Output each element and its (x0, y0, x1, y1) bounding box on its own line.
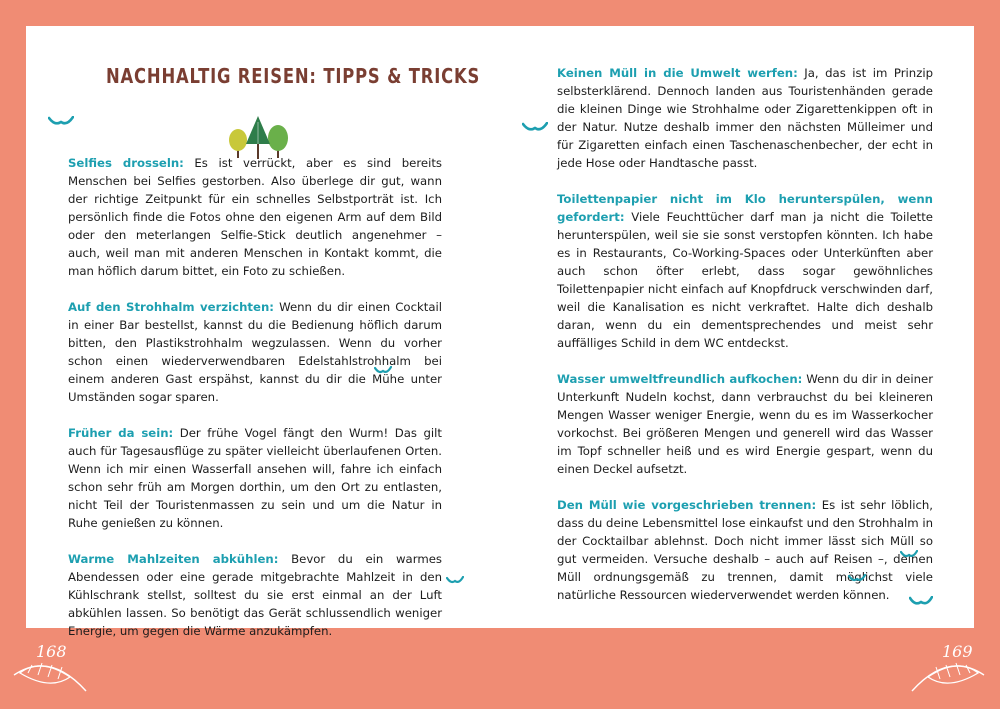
tip-text: Es ist verrückt, aber es sind bereits Menschen bei Selfies gestorben. Also überlege dir gut, wann der richtige Zeitpunkt für ein schnelles Selbstporträt ist. Ich persönlich finde die Fotos ohne den eigenen Arm auf dem Bild oder den meterlangen Selfie-Stick deutlich angenehmer – auch, weil man mit anderen Menschen in Kontakt kommt, die man höflich darum bittet, ein Foto zu schießen. (68, 156, 442, 278)
tip-paragraph (68, 298, 442, 406)
page-title: NACHHALTIG REISEN: TIPPS & TRICKS (106, 64, 481, 88)
tip-text: Ja, das ist im Prinzip selbsterklärend. Dennoch landen aus Touristenhänden gerade die kleinen Dinge wie Strohhalme oder Zigarettenkippen oft in der Natur. Nutze deshalb immer den nächsten Mülleimer und für Zigaretten einfach einen Taschenaschenbecher, der echt in jede Hose oder Handtasche passt. (557, 66, 933, 170)
tip-paragraph (68, 550, 442, 640)
tip-paragraph (557, 64, 933, 172)
tip-paragraph (557, 190, 933, 352)
tip-heading: Selfies drosseln: (68, 156, 184, 170)
bird-icon (900, 550, 918, 559)
page-number-left: 168 (36, 642, 67, 661)
leaf-icon (908, 655, 988, 699)
left-column (68, 154, 442, 658)
bird-icon (522, 122, 548, 134)
bird-icon (374, 366, 392, 375)
tip-paragraph (68, 424, 442, 532)
tip-heading: Auf den Strohhalm verzichten: (68, 300, 274, 314)
tip-paragraph (557, 496, 933, 604)
bird-icon (48, 116, 74, 128)
tip-heading: Toilettenpapier nicht im Klo herunterspülen, wenn gefordert: (557, 192, 933, 224)
tip-text: Es ist sehr löblich, dass du deine Lebensmittel lose einkaufst und den Strohhalm in der Cocktailbar ablehnst. Doch nicht immer lässt sich Müll so gut vermeiden. Versuche deshalb – auch auf Reisen –, deinen Müll ordnungsgemäß zu trennen, damit möglichst viele natürliche Ressourcen wiederverwendet werden können. (557, 498, 933, 602)
leaf-icon (10, 655, 90, 699)
bird-icon (848, 574, 866, 583)
tip-text: Wenn du dir in deiner Unterkunft Nudeln kochst, dann verbrauchst du bei kleineren Mengen Wasser weniger Energie, wenn du es im Wasserkocher vorkochst. Bei größeren Mengen und generell wird das Wasser im Topf schneller heiß und es wird Energie gespart, wenn du einen Deckel aufsetzt. (557, 372, 933, 476)
bird-icon (446, 576, 464, 585)
tip-text: Der frühe Vogel fängt den Wurm! Das gilt auch für Tagesausflüge zu später vielleicht überlaufenen Orten. Wenn ich mir einen Wasserfall ansehen will, fahre ich einfach schon sehr früh am Morgen dorthin, um den Ort zu entlasten, nicht Teil der Touristenmassen zu sein und um die Natur in Ruhe genießen zu können. (68, 426, 442, 530)
right-column (557, 64, 933, 622)
tip-text: Bevor du ein warmes Abendessen oder eine gerade mitgebrachte Mahlzeit in den Kühlschrank stellst, solltest du sie erst einmal an der Luft abkühlen lassen. So benötigt das Gerät schlussendlich weniger Energie, um gegen die Wärme anzukämpfen. (68, 552, 442, 638)
tip-text: Viele Feuchttücher darf man ja nicht die Toilette herunterspülen, weil sie sie sonst verstopfen könnten. Ich habe es in Restaurants, Co-Working-Spaces oder Unterkünften aber auch schon öfter erlebt, dass sogar gewöhnliches Toilettenpapier nicht einfach auf Knopfdruck verschwinden darf, weil die Kanalisation es nicht verkraftet. Halte dich deshalb daran, wenn du ein dementsprechendes und meist sehr auffälliges Schild in dem WC entdeckst. (557, 210, 933, 350)
page-number-right: 169 (942, 642, 973, 661)
tip-text: Wenn du dir einen Cocktail in einer Bar bestellst, kannst du die Bedienung höflich darum bitten, den Plastikstrohhalm wegzulassen. Wenn du vorher schon einen wiederverwendbaren Edelstahlstrohhalm bei einem anderen Gast erspähst, kannst du dir die Mühe unter Umständen sogar sparen. (68, 300, 443, 404)
tip-heading: Warme Mahlzeiten abkühlen: (68, 552, 279, 566)
tip-heading: Wasser umweltfreundlich aufkochen: (557, 372, 803, 386)
tip-heading: Früher da sein: (68, 426, 174, 440)
tip-heading: Keinen Müll in die Umwelt werfen: (557, 66, 798, 80)
tip-paragraph (557, 370, 933, 478)
book-spread (26, 26, 974, 638)
tip-heading: Den Müll wie vorgeschrieben trennen: (557, 498, 817, 512)
tip-paragraph (68, 154, 442, 280)
bird-icon (909, 596, 933, 607)
